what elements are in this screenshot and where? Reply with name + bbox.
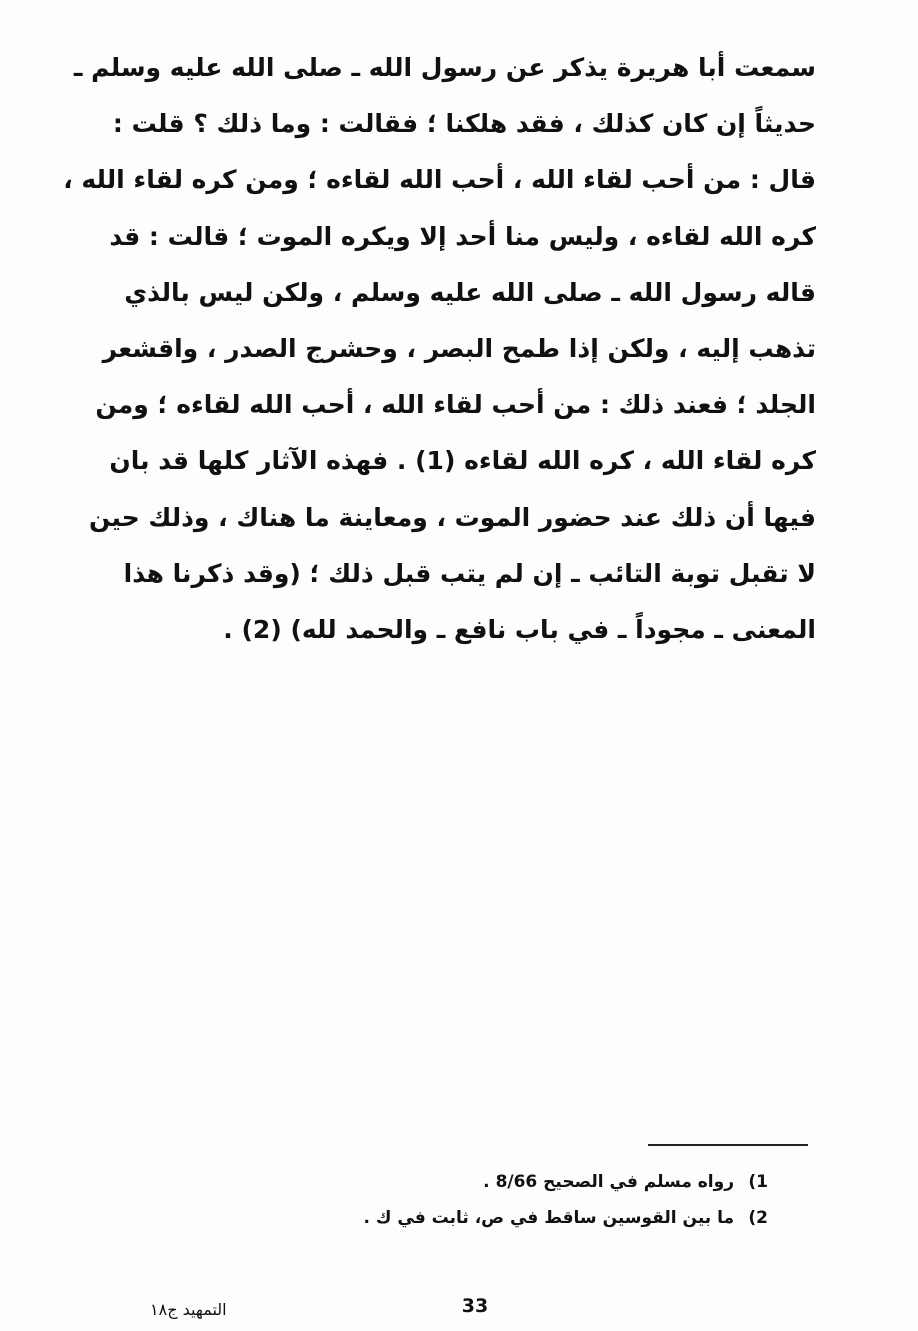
- footnote-number: 1): [748, 1172, 768, 1192]
- text-line: كره لقاء الله ، كره الله لقاءه (1) . فهذه الآثار كلها قد بان: [109, 446, 816, 476]
- text-line: فيها أن ذلك عند حضور الموت ، ومعاينة ما هناك ، وذلك حين: [89, 502, 816, 532]
- footnote-text: رواه مسلم في الصحيح 8/66 .: [483, 1172, 734, 1192]
- main-text: [63, 40, 816, 658]
- text-line: المعنى ـ مجوداً ـ في باب نافع ـ والحمد لله) (2) .: [223, 614, 816, 644]
- footnote-1: [300, 1164, 768, 1200]
- footnote-divider: [648, 1144, 808, 1146]
- text-line: قاله رسول الله ـ صلى الله عليه وسلم ، ولكن ليس بالذي: [124, 277, 816, 307]
- text-line: كره الله لقاءه ، وليس منا أحد إلا ويكره الموت ؛ قالت : قد: [109, 221, 816, 251]
- text-line: قال : من أحب لقاء الله ، أحب الله لقاءه ؛ ومن كره لقاء الله ،: [63, 165, 816, 195]
- footnote-2: [300, 1200, 768, 1236]
- running-footer: التمهيد ج١٨: [150, 1300, 227, 1319]
- text-line: لا تقبل توبة التائب ـ إن لم يتب قبل ذلك ؛ (وقد ذكرنا هذا: [123, 558, 816, 588]
- footnote-number: 2): [748, 1208, 768, 1228]
- text-line: تذهب إليه ، ولكن إذا طمح البصر ، وحشرج الصدر ، واقشعر: [102, 333, 816, 363]
- page-number: 33: [461, 1295, 489, 1317]
- text-line: حديثاً إن كان كذلك ، فقد هلكنا ؛ فقالت : وما ذلك ؟ قلت :: [112, 109, 816, 139]
- text-line: الجلد ؛ فعند ذلك : من أحب لقاء الله ، أحب الله لقاءه ؛ ومن: [95, 390, 816, 420]
- footnote-text: ما بين القوسين ساقط في ص، ثابت في ك .: [363, 1208, 734, 1228]
- footnotes: [300, 1164, 768, 1236]
- text-line: سمعت أبا هريرة يذكر عن رسول الله ـ صلى الله عليه وسلم ـ: [73, 53, 816, 82]
